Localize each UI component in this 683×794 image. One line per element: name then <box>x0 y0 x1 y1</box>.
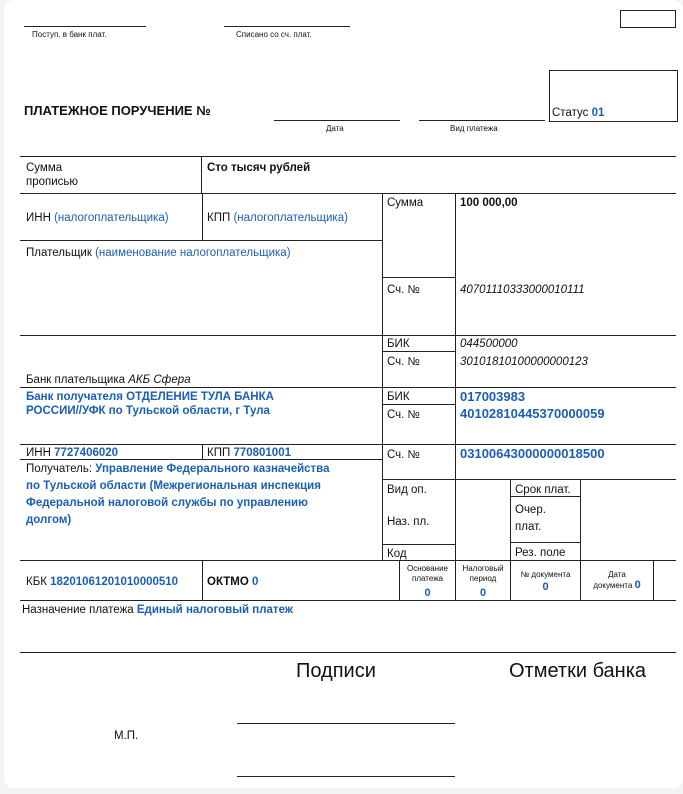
recipient-name-line3: Федеральной налоговой службы по управлению <box>26 497 308 509</box>
basis-label-line2: платежа <box>411 574 443 583</box>
order-label-line2: плат. <box>515 521 542 533</box>
basis-value: 0 <box>424 587 431 599</box>
docnum-value: 0 <box>542 581 549 593</box>
reserve-label: Рез. поле <box>515 547 566 559</box>
grid-line <box>20 387 676 388</box>
payment-order-document <box>4 0 683 788</box>
recipient-inn-value: 7727406020 <box>54 447 119 459</box>
grid-line <box>20 335 676 336</box>
recipient-bik-value: 017003983 <box>460 389 526 404</box>
payer-account-value: 40701110333000010111 <box>460 284 585 296</box>
payer-name-hint: (наименование налогоплательщика) <box>95 247 291 259</box>
payer-kpp-hint: (налогоплательщика) <box>233 212 348 224</box>
payment-purpose <box>22 603 293 617</box>
status-label: Статус <box>552 107 589 119</box>
grid-line <box>382 277 455 278</box>
kbk-label: КБК <box>26 576 47 588</box>
code-label: Код <box>387 548 407 560</box>
oktmo-value: 0 <box>252 576 259 588</box>
order-label <box>515 503 546 534</box>
kbk <box>26 575 178 589</box>
payer-bik-label: БИК <box>387 338 410 350</box>
purpose-code-label: Наз. пл. <box>387 516 430 528</box>
docdate-value: 0 <box>634 579 641 591</box>
payer-name-label: Плательщик <box>26 247 92 259</box>
grid-line <box>201 156 202 193</box>
op-type-label: Вид оп. <box>387 484 427 496</box>
payer-inn-label: ИНН <box>26 212 51 224</box>
date-label: Дата <box>326 124 344 133</box>
payer-corr-label: Сч. № <box>387 356 420 368</box>
recipient-account-value: 03100643000000018500 <box>460 446 605 461</box>
recipient-name <box>26 462 380 527</box>
docdate-cell <box>581 570 653 591</box>
status <box>552 106 604 120</box>
payer-inn-hint: (налогоплательщика) <box>54 212 169 224</box>
payer-kpp <box>207 211 348 225</box>
debited-line <box>224 26 350 27</box>
payer-bik-value: 044500000 <box>460 338 518 350</box>
recipient-kpp-label: КПП <box>207 447 231 459</box>
grid-line <box>20 652 676 653</box>
recipient-name-label: Получатель: <box>26 463 93 475</box>
form-code-box <box>620 10 676 28</box>
recipient-kpp-value: 770801001 <box>233 447 291 459</box>
payer-corr-value: 30101810100000000123 <box>460 356 588 368</box>
bank-marks-heading: Отметки банка <box>509 660 647 682</box>
grid-line <box>382 404 455 405</box>
grid-line <box>20 560 676 561</box>
grid-line <box>20 600 676 601</box>
payment-type-label: Вид платежа <box>450 124 498 133</box>
grid-line <box>202 193 203 240</box>
grid-line <box>382 479 676 480</box>
recipient-name-line4: долгом) <box>26 514 72 526</box>
oktmo <box>207 575 258 589</box>
docdate-label-line2: документа <box>593 581 633 590</box>
grid-line <box>382 351 455 352</box>
order-label-line1: Очер. <box>515 504 546 516</box>
payment-purpose-value: Единый налоговый платеж <box>136 604 293 616</box>
grid-line <box>202 560 203 600</box>
signature-line-2 <box>237 776 455 777</box>
recipient-corr-value: 40102810445370000059 <box>460 406 605 421</box>
amount-words-label <box>26 161 78 189</box>
amount-words-label-line2: прописью <box>26 176 79 188</box>
docnum-label: № документа <box>520 570 571 579</box>
recipient-name-line1: Управление Федерального казначейства <box>95 463 330 475</box>
status-value: 01 <box>591 107 605 119</box>
grid-line <box>20 193 676 194</box>
docnum-cell <box>511 570 580 592</box>
recipient-inn <box>26 446 118 460</box>
recipient-bank-value-2: РОССИИ//УФК по Тульской области, г Тула <box>26 405 270 417</box>
page-title: ПЛАТЕЖНОЕ ПОРУЧЕНИЕ № <box>24 103 211 118</box>
recipient-bank-label: Банк получателя <box>26 391 123 403</box>
grid-line <box>202 444 203 459</box>
period-cell <box>456 564 510 598</box>
payer-account-label: Сч. № <box>387 284 420 296</box>
sum-value: 100 000,00 <box>460 197 518 209</box>
grid-line <box>382 544 455 545</box>
grid-line <box>653 560 654 600</box>
payer-bank-value: АКБ Сфера <box>128 374 191 386</box>
docdate-label-line1: Дата <box>608 570 626 579</box>
recipient-bik-label: БИК <box>387 391 410 403</box>
grid-line <box>20 240 382 241</box>
date-line <box>274 120 400 121</box>
grid-line <box>455 193 456 600</box>
debited-label: Списано со сч. плат. <box>236 30 312 39</box>
payer-bank-label: Банк плательщика <box>26 374 126 386</box>
signature-line-1 <box>237 723 455 724</box>
recipient-inn-label: ИНН <box>26 447 51 459</box>
signatures-heading: Подписи <box>296 660 376 682</box>
basis-label-line1: Основание <box>406 564 449 573</box>
recipient-account-label: Сч. № <box>387 449 420 461</box>
kbk-value: 18201061201010000510 <box>50 576 179 588</box>
oktmo-label: ОКТМО <box>207 576 249 588</box>
payment-type-line <box>419 120 545 121</box>
sum-label: Сумма <box>387 197 424 209</box>
recipient-bank-value-1: ОТДЕЛЕНИЕ ТУЛА БАНКА <box>126 391 274 403</box>
recipient-name-line2: по Тульской области (Межрегиональная инспекция <box>26 480 321 492</box>
stamp-label: М.П. <box>114 730 139 742</box>
period-label-line2: период <box>469 574 497 583</box>
grid-line <box>382 193 383 560</box>
received-line <box>24 26 146 27</box>
period-label-line1: Налоговый <box>462 564 504 573</box>
recipient-kpp <box>207 446 291 460</box>
period-value: 0 <box>479 587 487 599</box>
recipient-corr-label: Сч. № <box>387 409 420 421</box>
payer-bank <box>26 373 191 387</box>
term-label: Срок плат. <box>515 484 571 496</box>
recipient-bank <box>26 390 378 418</box>
payment-purpose-label: Назначение платежа <box>22 604 134 616</box>
grid-line <box>20 444 676 445</box>
amount-words-value: Сто тысяч рублей <box>207 162 311 174</box>
basis-cell <box>400 564 455 598</box>
amount-words-label-line1: Сумма <box>26 162 63 174</box>
payer-inn <box>26 211 169 225</box>
received-label: Поступ. в банк плат. <box>32 30 107 39</box>
grid-line <box>20 156 676 157</box>
grid-line <box>510 542 580 543</box>
payer-name <box>26 246 291 260</box>
payer-kpp-label: КПП <box>207 212 231 224</box>
